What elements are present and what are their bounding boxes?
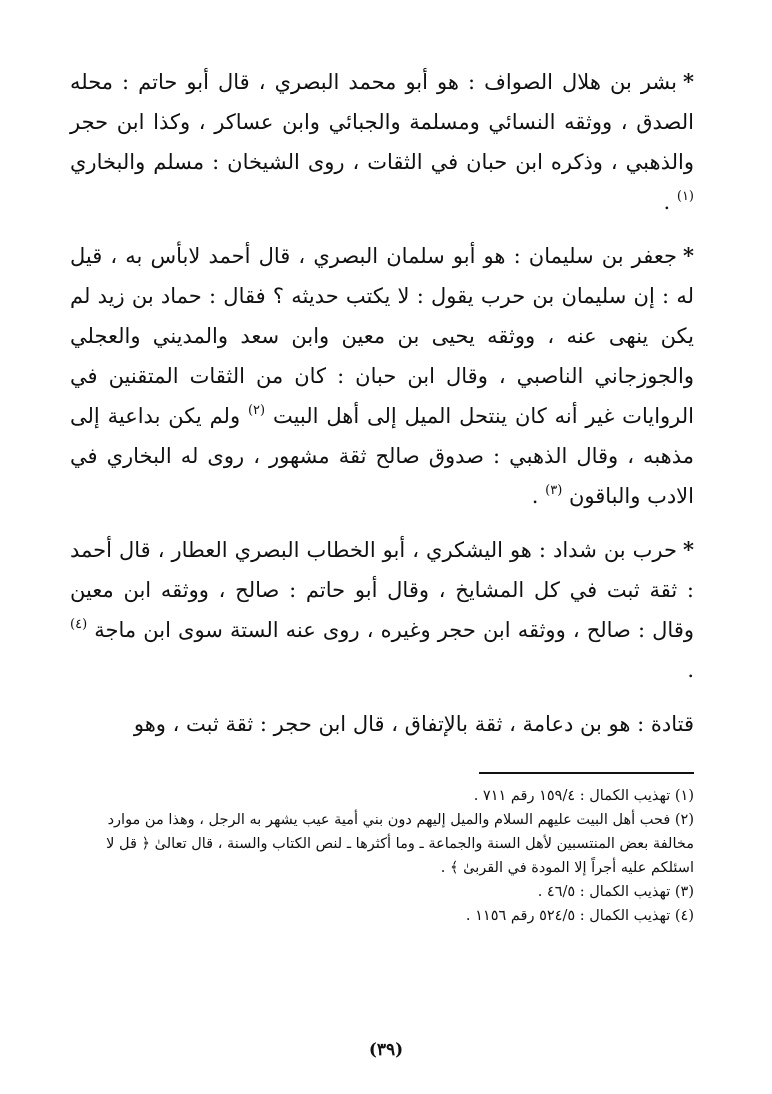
entry-marker: * [683, 537, 694, 562]
entry-jafar [70, 236, 694, 516]
footnote-ref[interactable]: (١) [676, 189, 694, 204]
entry-qatada [70, 704, 694, 744]
footnote-2: (٢) فحب أهل البيت عليهم السلام والميل إليهم دون بني أمية عيب يشهر به الرجل ، وهذا من موارد مخالفة بعض المنتسبين لأهل السنة والجماعة ـ وما أكثرها ـ لنص الكتاب والسنة ، قال تعالىٰ ﴿ قل لا اسئلكم عليه أجراً إلا المودة في القربىٰ ﴾ . [106, 812, 694, 876]
entry-tail: . [687, 658, 694, 682]
entry-tail: . [531, 484, 546, 508]
footnote-ref[interactable]: (٣) [545, 483, 563, 498]
entry-text: قتادة : هو بن دعامة ، ثقة بالإتفاق ، قال ابن حجر : ثقة ثبت ، وهو [133, 712, 694, 736]
footnote-4: (٤) تهذيب الكمال : ٥٢٤/٥ رقم ١١٥٦ . [465, 908, 694, 924]
entry-text: جعفر بن سليمان : هو أبو سلمان البصري ، قال أحمد لابأس به ، قيل له : إن سليمان بن حرب يقول : لا يكتب حديثه ؟ فقال : حماد بن زيد لم يكن ينهى عنه ، ووثقه يحيى بن معين وابن سعد والمديني والعجلي والجوزجاني الناصبي ، وقال ابن حبان : كان من الثقات المتقنين في الروايات غير أنه كان ينتحل الميل إلى أهل البيت [70, 244, 694, 428]
main-text [70, 62, 694, 744]
footnote-ref[interactable]: (٢) [247, 403, 266, 418]
entry-tail: ولم يكن بداعية إلى مذهبه ، وقال الذهبي : صدوق صالح ثقة مشهور ، روى له البخاري في الادب والباقون [70, 404, 694, 508]
entry-tail: . [663, 190, 677, 214]
page-number: (٣٩) [368, 1040, 404, 1060]
entry-text: حرب بن شداد : هو اليشكري ، أبو الخطاب البصري العطار ، قال أحمد : ثقة ثبت في كل المشايخ ، وقال أبو حاتم : صالح ، ووثقه ابن معين وقال : صالح ، ووثقه ابن حجر وغيره ، روى عنه الستة سوى ابن ماجة [70, 538, 694, 642]
footnote-divider [479, 772, 694, 774]
footnotes [70, 784, 694, 928]
footnote-1: (١) تهذيب الكمال : ١٥٩/٤ رقم ٧١١ . [473, 788, 694, 804]
entry-text: بشر بن هلال الصواف : هو أبو محمد البصري ، قال أبو حاتم : محله الصدق ، ووثقه النسائي ومسلمة والجبائي وابن عساكر ، وكذا ابن حجر والذهبي ، وذكره ابن حبان في الثقات ، روى الشيخان : مسلم والبخاري [70, 70, 694, 174]
entry-bishr [70, 62, 694, 222]
entry-marker: * [683, 69, 694, 94]
footnote-3: (٣) تهذيب الكمال : ٤٦/٥ . [537, 884, 694, 900]
entry-harb [70, 530, 694, 690]
footnote-ref[interactable]: (٤) [70, 617, 88, 632]
entry-marker: * [683, 243, 694, 268]
